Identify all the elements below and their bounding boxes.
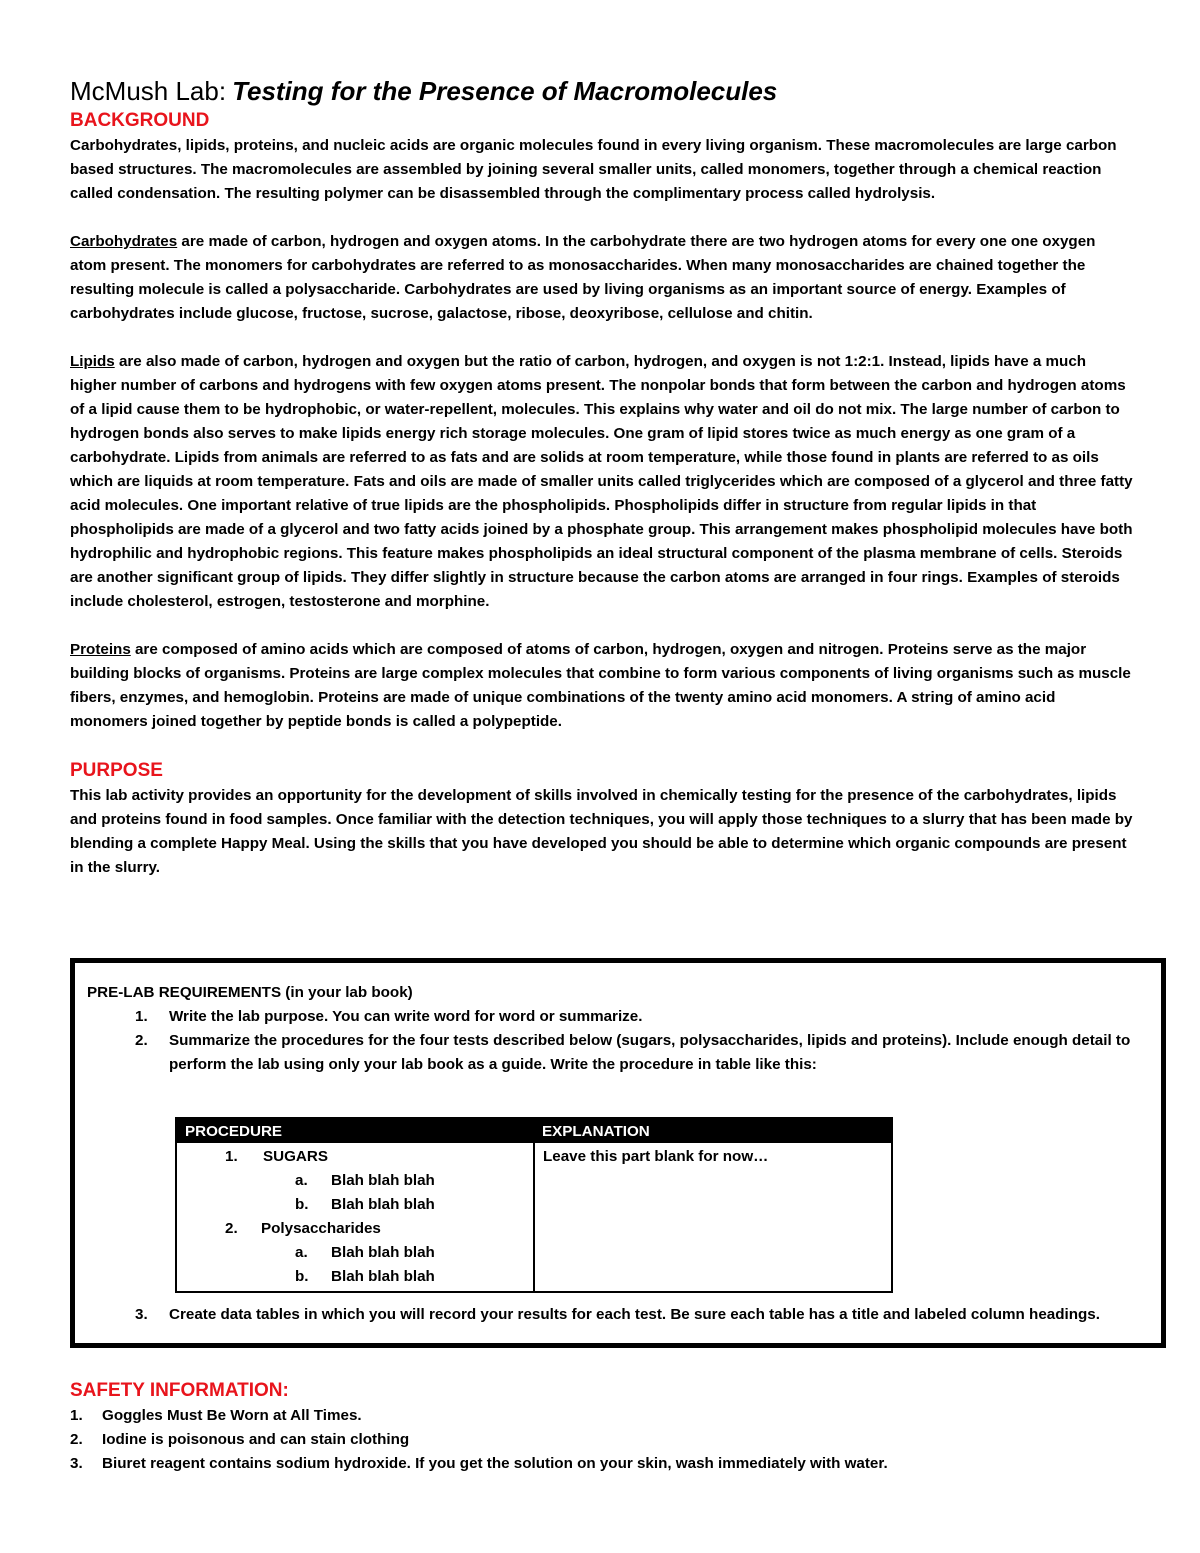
- prelab-item-text: Create data tables in which you will record your results for each test. Be sure each table has a title and labeled column headings.: [169, 1306, 1100, 1323]
- procedure-step: [185, 1145, 525, 1169]
- procedure-substep: [185, 1265, 525, 1289]
- prelab-item-number: 3.: [135, 1306, 148, 1323]
- step-number: 1.: [225, 1148, 238, 1165]
- prelab-item: [87, 1029, 1147, 1077]
- step-text: Blah blah blah: [331, 1268, 435, 1285]
- carbohydrates-paragraph: [70, 230, 1135, 326]
- step-text: Blah blah blah: [331, 1244, 435, 1261]
- procedure-substep: [185, 1241, 525, 1265]
- lipids-term: Lipids: [70, 353, 115, 370]
- prelab-item: [87, 1005, 1147, 1029]
- prelab-item-text: Summarize the procedures for the four tests described below (sugars, polysaccharides, lipids and proteins). Include enough detail to perform the lab using only your lab book as a guide. Write the procedure in table like this:: [169, 1032, 1131, 1073]
- step-text: Blah blah blah: [331, 1196, 435, 1213]
- step-number: a.: [295, 1244, 308, 1261]
- explanation-cell: Leave this part blank for now…: [543, 1148, 769, 1165]
- title-subtitle: Testing for the Presence of Macromolecules: [232, 76, 778, 106]
- safety-item: [70, 1404, 1135, 1428]
- proteins-paragraph: [70, 638, 1135, 734]
- step-number: b.: [295, 1196, 309, 1213]
- step-text: Blah blah blah: [331, 1172, 435, 1189]
- safety-item-text: Goggles Must Be Worn at All Times.: [102, 1407, 362, 1424]
- title-main: McMush Lab:: [70, 76, 227, 106]
- prelab-item-text: Write the lab purpose. You can write word for word or summarize.: [169, 1008, 643, 1025]
- safety-item-number: 3.: [70, 1455, 83, 1472]
- safety-section: [70, 1378, 1135, 1476]
- prelab-list-continued: [87, 1303, 1100, 1327]
- background-intro: Carbohydrates, lipids, proteins, and nucleic acids are organic molecules found in every living organism. These macromolecules are large carbon based structures. The macromolecules are assembled by joining several smaller units, called monomers, together through a chemical reaction called condensation. The resulting polymer can be disassembled through the complimentary process called hydrolysis.: [70, 137, 1117, 202]
- procedure-table: [175, 1117, 893, 1293]
- step-text: Polysaccharides: [261, 1220, 381, 1237]
- table-header-row: [176, 1118, 892, 1143]
- prelab-title: PRE-LAB REQUIREMENTS (in your lab book): [87, 984, 413, 1001]
- step-number: 2.: [225, 1220, 238, 1237]
- procedure-substep: [185, 1169, 525, 1193]
- prelab-item: [87, 1303, 1100, 1327]
- procedure-substep: [185, 1193, 525, 1217]
- safety-item: [70, 1452, 1135, 1476]
- safety-item-text: Iodine is poisonous and can stain clothing: [102, 1431, 410, 1448]
- safety-heading: SAFETY INFORMATION:: [70, 1380, 289, 1401]
- carbohydrates-term: Carbohydrates: [70, 233, 178, 250]
- prelab-item-number: 1.: [135, 1008, 148, 1025]
- background-heading: BACKGROUND: [70, 110, 210, 131]
- safety-item: [70, 1428, 1135, 1452]
- prelab-item-number: 2.: [135, 1032, 148, 1049]
- procedure-cell: [176, 1143, 534, 1292]
- prelab-box: [70, 958, 1166, 1348]
- procedure-column-header: PROCEDURE: [176, 1118, 534, 1143]
- page-title: [70, 74, 1135, 108]
- proteins-term: Proteins: [70, 641, 131, 658]
- lipids-text: are also made of carbon, hydrogen and oxygen but the ratio of carbon, hydrogen, and oxygen is not 1:2:1. Instead, lipids have a much higher number of carbons and hydrogens with few oxygen atoms present. The nonpolar bonds that form between the carbon and hydrogen atoms of a lipid cause them to be hydrophobic, or water-repellent, molecules. This explains why water and oil do not mix. The large number of carbon to hydrogen bonds also serves to make lipids energy rich storage molecules. One gram of lipid stores twice as much energy as one gram of a carbohydrate. Lipids from animals are referred to as fats and are solids at room temperature, while those found in plants are referred to as oils which are liquids at room temperature. Fats and oils are made of smaller units called triglycerides which are composed of a glycerol and three fatty acid molecules. One important relative of true lipids are the phospholipids. Phospholipids differ in structure from regular lipids in that phospholipids are made of a glycerol and two fatty acids joined by a phosphate group. This arrangement makes phospholipid molecules have both hydrophilic and hydrophobic regions. This feature makes phospholipids an ideal structural component of the plasma membrane of cells. Steroids are another significant group of lipids. They differ slightly in structure because the carbon atoms are arranged in four rings. Examples of steroids include cholesterol, estrogen, testosterone and morphine.: [70, 353, 1133, 610]
- safety-item-number: 1.: [70, 1407, 83, 1424]
- safety-item-number: 2.: [70, 1431, 83, 1448]
- explanation-column-header: EXPLANATION: [534, 1118, 892, 1143]
- carbohydrates-text: are made of carbon, hydrogen and oxygen atoms. In the carbohydrate there are two hydrogen atoms for every one one oxygen atom present. The monomers for carbohydrates are referred to as monosaccharides. When many monosaccharides are chained together the resulting molecule is called a polysaccharide. Carbohydrates are used by living organisms as an important source of energy. Examples of carbohydrates include glucose, fructose, sucrose, galactose, ribose, deoxyribose, cellulose and chitin.: [70, 233, 1096, 322]
- table-row: [176, 1143, 892, 1292]
- document-body: [70, 74, 1135, 880]
- purpose-heading: PURPOSE: [70, 760, 163, 781]
- prelab-list: [87, 1005, 1147, 1077]
- lipids-paragraph: [70, 350, 1135, 614]
- step-number: a.: [295, 1172, 308, 1189]
- safety-list: [70, 1404, 1135, 1476]
- step-text: SUGARS: [263, 1148, 328, 1165]
- procedure-step: [185, 1217, 525, 1241]
- purpose-text: This lab activity provides an opportunity for the development of skills involved in chemically testing for the presence of the carbohydrates, lipids and proteins found in food samples. Once familiar with the detection techniques, you will apply those techniques to a slurry that has been made by blending a complete Happy Meal. Using the skills that you have developed you should be able to determine which organic compounds are present in the slurry.: [70, 787, 1133, 876]
- safety-item-text: Biuret reagent contains sodium hydroxide. If you get the solution on your skin, wash immediately with water.: [102, 1455, 888, 1472]
- step-number: b.: [295, 1268, 309, 1285]
- proteins-text: are composed of amino acids which are composed of atoms of carbon, hydrogen, oxygen and nitrogen. Proteins serve as the major building blocks of organisms. Proteins are large complex molecules that combine to form various components of living organisms such as muscle fibers, enzymes, and hemoglobin. Proteins are made of unique combinations of the twenty amino acid monomers. A string of amino acid monomers joined together by peptide bonds is called a polypeptide.: [70, 641, 1131, 730]
